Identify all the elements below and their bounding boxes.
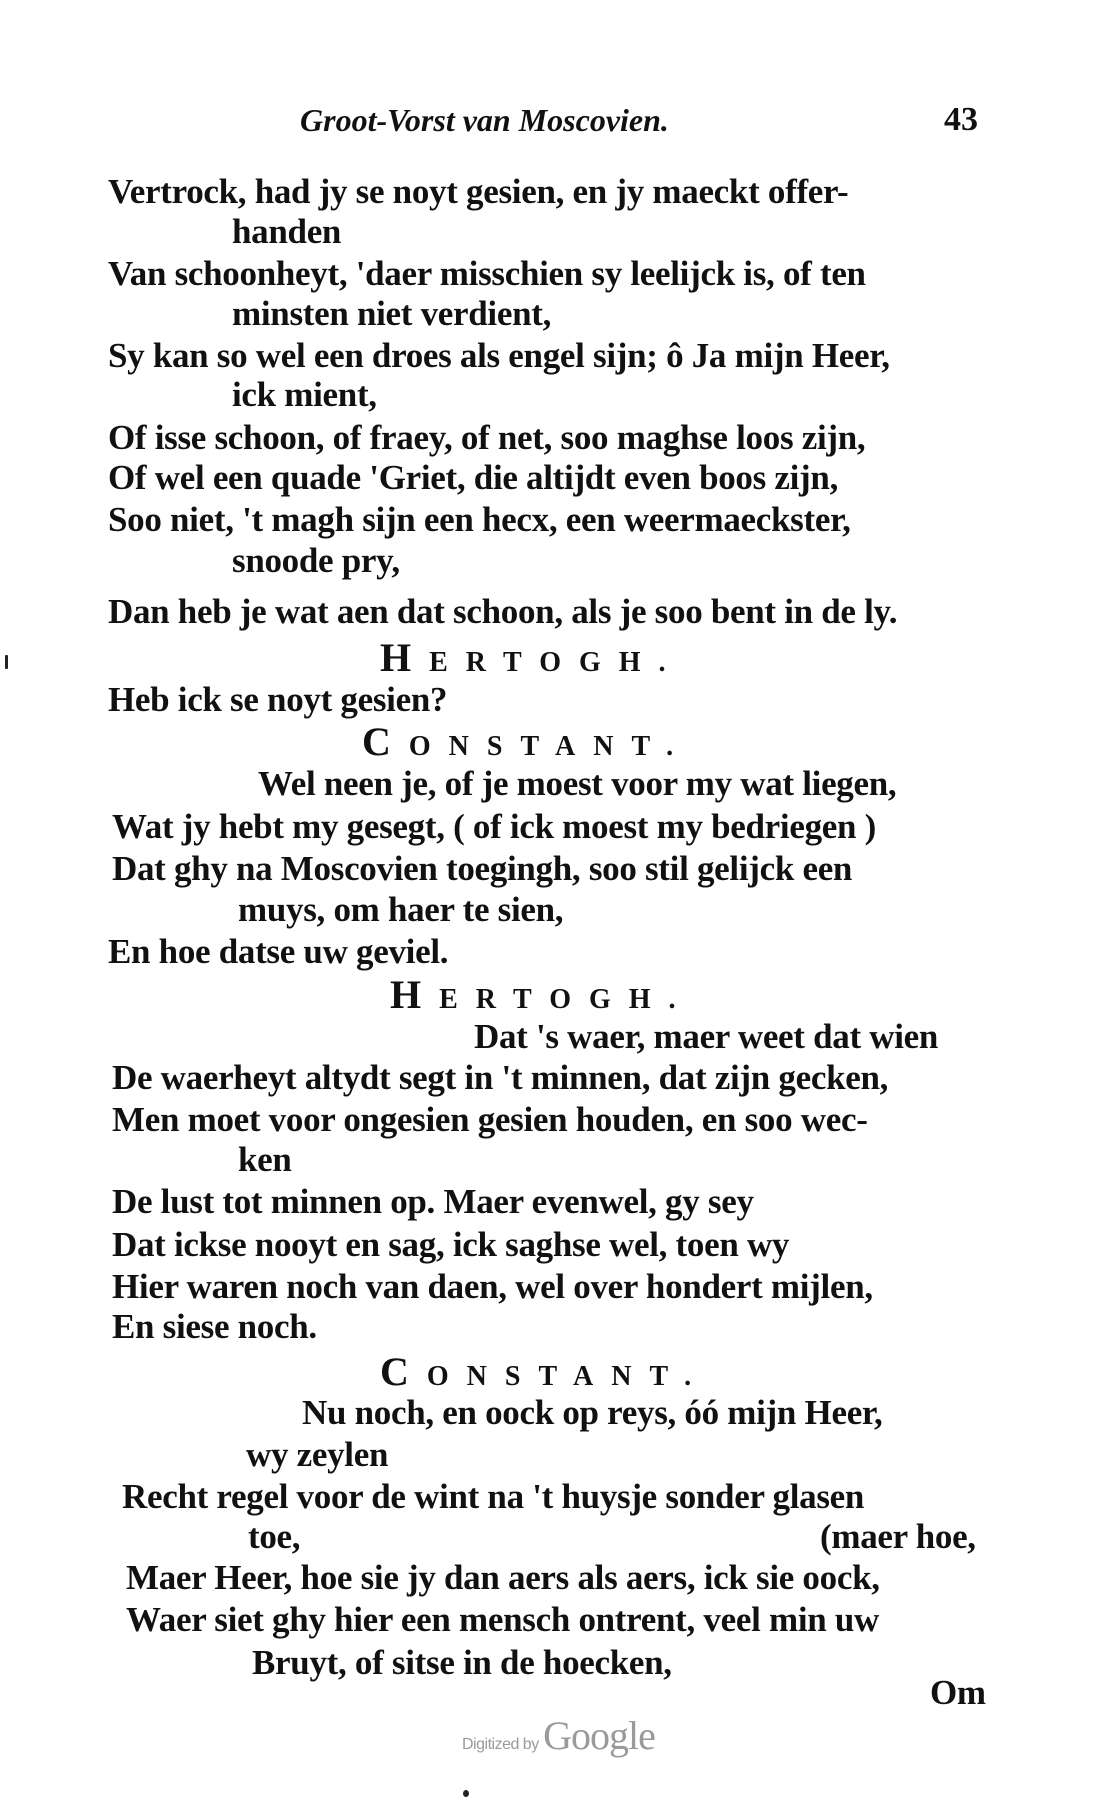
verse-line: Nu noch, en oock op reys, óó mijn Heer, (302, 1393, 883, 1432)
speaker-name (380, 635, 684, 683)
verse-line: En hoe datse uw geviel. (108, 932, 449, 971)
verse-line: Bruyt, of sitse in de hoecken, (252, 1643, 672, 1682)
verse-line: Waer siet ghy hier een mensch ontrent, veel min uw (126, 1600, 880, 1639)
watermark-prefix: Digitized by (462, 1736, 539, 1753)
verse-line: (maer hoe, (820, 1517, 976, 1556)
google-logo-text: Google (543, 1713, 655, 1758)
verse-line: Men moet voor ongesien gesien houden, en soo wec- (112, 1100, 868, 1139)
verse-line: Dat ickse nooyt en sag, ick saghse wel, toen wy (112, 1225, 790, 1264)
verse-line: Dat ghy na Moscovien toegingh, soo stil gelijck een (112, 849, 853, 888)
speaker-initial: C (380, 1349, 427, 1394)
verse-line: En siese noch. (112, 1307, 317, 1346)
speaker-rest: ONSTANT. (408, 731, 692, 762)
verse-line: Soo niet, 't magh sijn een hecx, een weermaeckster, (108, 500, 851, 539)
verse-line: Van schoonheyt, 'daer misschien sy leelijck is, of ten (108, 254, 866, 293)
verse-line: handen (232, 212, 342, 251)
speaker-name (362, 719, 692, 767)
speaker-name (380, 1349, 710, 1397)
verse-line: Vertrock, had jy se noyt gesien, en jy maeckt offer- (108, 172, 849, 211)
verse-line: Dan heb je wat aen dat schoon, als je soo bent in de ly. (108, 592, 898, 631)
verse-line: Maer Heer, hoe sie jy dan aers als aers, ick sie oock, (126, 1558, 880, 1597)
verse-line: minsten niet verdient, (232, 294, 552, 333)
verse-line: Of isse schoon, of fraey, of net, soo maghse loos zijn, (108, 418, 866, 457)
verse-line: Hier waren noch van daen, wel over hondert mijlen, (112, 1267, 873, 1306)
speaker-name (390, 972, 694, 1020)
verse-line: ken (238, 1140, 292, 1179)
verse-line: Of wel een quade 'Griet, die altijdt even boos zijn, (108, 458, 839, 497)
speaker-rest: ERTOGH. (429, 647, 684, 678)
verse-line: De lust tot minnen op. Maer evenwel, gy sey (112, 1182, 754, 1221)
speaker-initial: C (362, 719, 409, 764)
verse-line: Sy kan so wel een droes als engel sijn; ô Ja mijn Heer, (108, 336, 890, 375)
verse-line: Wat jy hebt my gesegt, ( of ick moest my bedriegen ) (112, 807, 876, 846)
catchword: Om (930, 1673, 986, 1712)
speaker-initial: H (390, 972, 440, 1017)
verse-line: toe, (248, 1517, 301, 1556)
scan-speck-icon (5, 655, 8, 669)
verse-line: wy zeylen (246, 1435, 389, 1474)
verse-line: ick mient, (232, 375, 377, 414)
verse-line: De waerheyt altydt segt in 't minnen, dat zijn gecken, (112, 1058, 889, 1097)
digitized-by-google-watermark (462, 1712, 655, 1759)
verse-line: Dat 's waer, maer weet dat wien (474, 1017, 939, 1056)
running-head: Groot-Vorst van Moscovien. (300, 102, 669, 138)
speaker-initial: H (380, 635, 430, 680)
speaker-rest: ONSTANT. (426, 1361, 710, 1392)
scan-speck-icon (463, 1790, 469, 1797)
verse-line: Wel neen je, of je moest voor my wat liegen, (258, 764, 897, 803)
verse-line: Recht regel voor de wint na 't huysje sonder glasen (122, 1477, 865, 1516)
verse-line: muys, om haer te sien, (238, 890, 564, 929)
page-number: 43 (944, 101, 978, 138)
speaker-rest: ERTOGH. (439, 984, 694, 1015)
verse-line: Heb ick se noyt gesien? (108, 680, 448, 719)
verse-line: snoode pry, (232, 541, 400, 580)
